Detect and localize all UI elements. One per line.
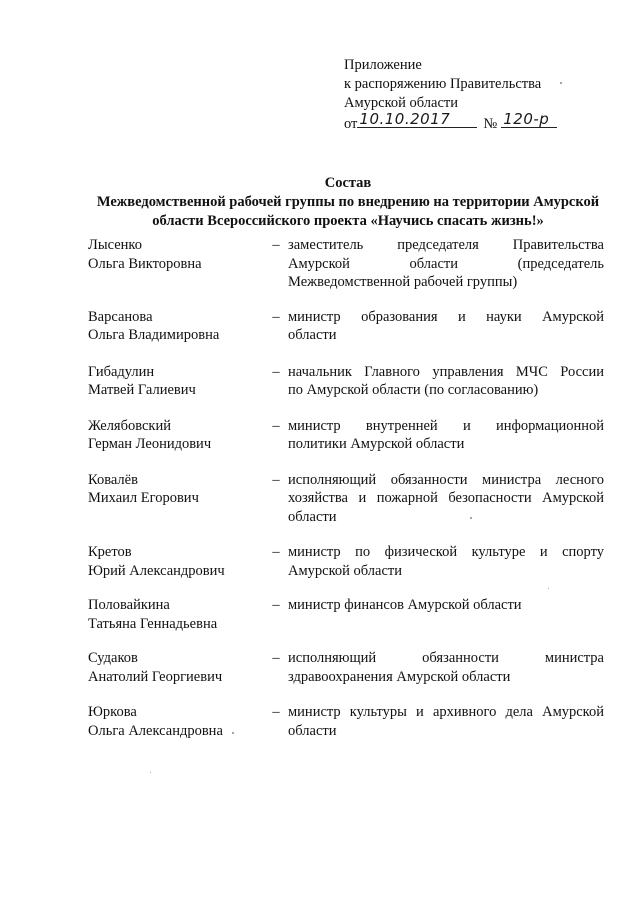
- member-surname: Ковалёв: [88, 471, 138, 488]
- member-row: [88, 363, 604, 400]
- member-surname: Лысенко: [88, 237, 142, 253]
- document-title: [88, 174, 608, 231]
- members-list: [88, 236, 604, 740]
- position-line: министр финансов Амурской области: [288, 597, 522, 613]
- member-position: [288, 471, 604, 527]
- member-given-name: Юрий Александрович: [88, 562, 225, 579]
- member-dash: –: [272, 650, 280, 666]
- member-dash: –: [272, 471, 280, 488]
- position-line: исполняющий обязанности министра лесного: [288, 471, 604, 488]
- position-line: министр по физической культуре и спорту: [288, 544, 604, 560]
- member-surname: Юркова: [88, 704, 137, 720]
- member-dash: –: [272, 363, 280, 380]
- member-given-name: Герман Леонидович: [88, 436, 212, 452]
- scan-speck: [150, 772, 151, 773]
- member-given-name: Ольга Викторовна: [88, 255, 202, 272]
- appendix-header: [344, 56, 557, 134]
- position-line: Амурской области: [288, 562, 402, 579]
- member-position: [288, 703, 604, 740]
- member-surname: Гибадулин: [88, 363, 155, 380]
- member-surname: Кретов: [88, 544, 132, 560]
- member-given-name: Матвей Галиевич: [88, 382, 196, 398]
- member-dash: –: [272, 544, 280, 560]
- member-given-name: Анатолий Георгиевич: [88, 668, 223, 685]
- date-blank-tail: [449, 113, 477, 128]
- member-name: [88, 417, 266, 454]
- position-line: Межведомственной рабочей группы): [288, 274, 518, 290]
- position-line: министр образования и науки Амурской: [288, 308, 604, 325]
- date-number-line: [344, 110, 557, 134]
- member-position: [288, 417, 604, 454]
- position-line: министр внутренней и информационной: [288, 417, 604, 434]
- member-position: [288, 596, 604, 633]
- number-blank: [501, 110, 557, 128]
- member-row: [88, 236, 604, 292]
- position-line: заместитель председателя Правительства: [288, 237, 604, 253]
- member-dash: –: [272, 237, 280, 253]
- position-line: области: [288, 327, 337, 343]
- member-row: [88, 543, 604, 580]
- member-given-name: Ольга Владимировна: [88, 327, 220, 343]
- member-given-name: Татьяна Геннадьевна: [88, 615, 218, 632]
- position-line: области: [288, 508, 337, 525]
- member-row: [88, 596, 604, 633]
- position-line: по Амурской области (по согласованию): [288, 382, 539, 398]
- member-surname: Варсанова: [88, 308, 153, 325]
- position-line: исполняющий обязанности министра: [288, 650, 604, 666]
- member-row: [88, 649, 604, 686]
- position-line: Амурской области (председатель: [288, 255, 604, 272]
- title-line-2: Межведомственной рабочей группы по внедрению на территории Амурской: [96, 194, 600, 210]
- member-row: [88, 703, 604, 740]
- member-given-name: Михаил Егорович: [88, 490, 199, 506]
- member-name: [88, 649, 266, 686]
- member-name: [88, 236, 266, 292]
- member-position: [288, 236, 604, 292]
- member-row: [88, 471, 604, 527]
- member-name: [88, 543, 266, 580]
- member-name: [88, 308, 266, 345]
- appendix-line-2: к распоряжению Правительства: [344, 76, 542, 92]
- date-prefix: от: [344, 116, 358, 132]
- title-line-3: области Всероссийского проекта «Научись спасать жизнь!»: [152, 213, 544, 229]
- member-position: [288, 543, 604, 580]
- position-line: политики Амурской области: [288, 436, 465, 452]
- member-dash: –: [272, 597, 280, 613]
- member-name: [88, 596, 266, 633]
- member-name: [88, 703, 266, 740]
- member-surname: Половайкина: [88, 597, 170, 613]
- title-line-1: Состав: [324, 175, 372, 191]
- member-given-name: Ольга Александровна: [88, 722, 223, 739]
- number-prefix: №: [483, 116, 498, 132]
- scan-speck: [548, 588, 549, 589]
- member-name: [88, 363, 266, 400]
- member-dash: –: [272, 308, 280, 325]
- number-handwritten: 120-р: [503, 110, 550, 128]
- member-dash: –: [272, 704, 280, 720]
- date-blank: [357, 110, 451, 128]
- appendix-line-1: Приложение: [344, 57, 422, 73]
- scan-speck: [560, 82, 562, 84]
- position-line: здравоохранения Амурской области: [288, 668, 511, 685]
- scan-speck: [232, 732, 234, 734]
- member-name: [88, 471, 266, 527]
- member-position: [288, 308, 604, 345]
- position-line: хозяйства и пожарной безопасности Амурской: [288, 490, 604, 506]
- member-surname: Судаков: [88, 650, 138, 666]
- appendix-line-3: Амурской области: [344, 95, 458, 111]
- position-line: области: [288, 722, 337, 739]
- scan-speck: [470, 517, 472, 519]
- member-surname: Желябовский: [88, 417, 171, 434]
- date-handwritten: 10.10.2017: [359, 110, 451, 128]
- member-position: [288, 649, 604, 686]
- member-row: [88, 308, 604, 345]
- member-dash: –: [272, 417, 280, 434]
- position-line: начальник Главного управления МЧС России: [288, 363, 604, 380]
- position-line: министр культуры и архивного дела Амурской: [288, 704, 604, 720]
- member-position: [288, 363, 604, 400]
- member-row: [88, 417, 604, 454]
